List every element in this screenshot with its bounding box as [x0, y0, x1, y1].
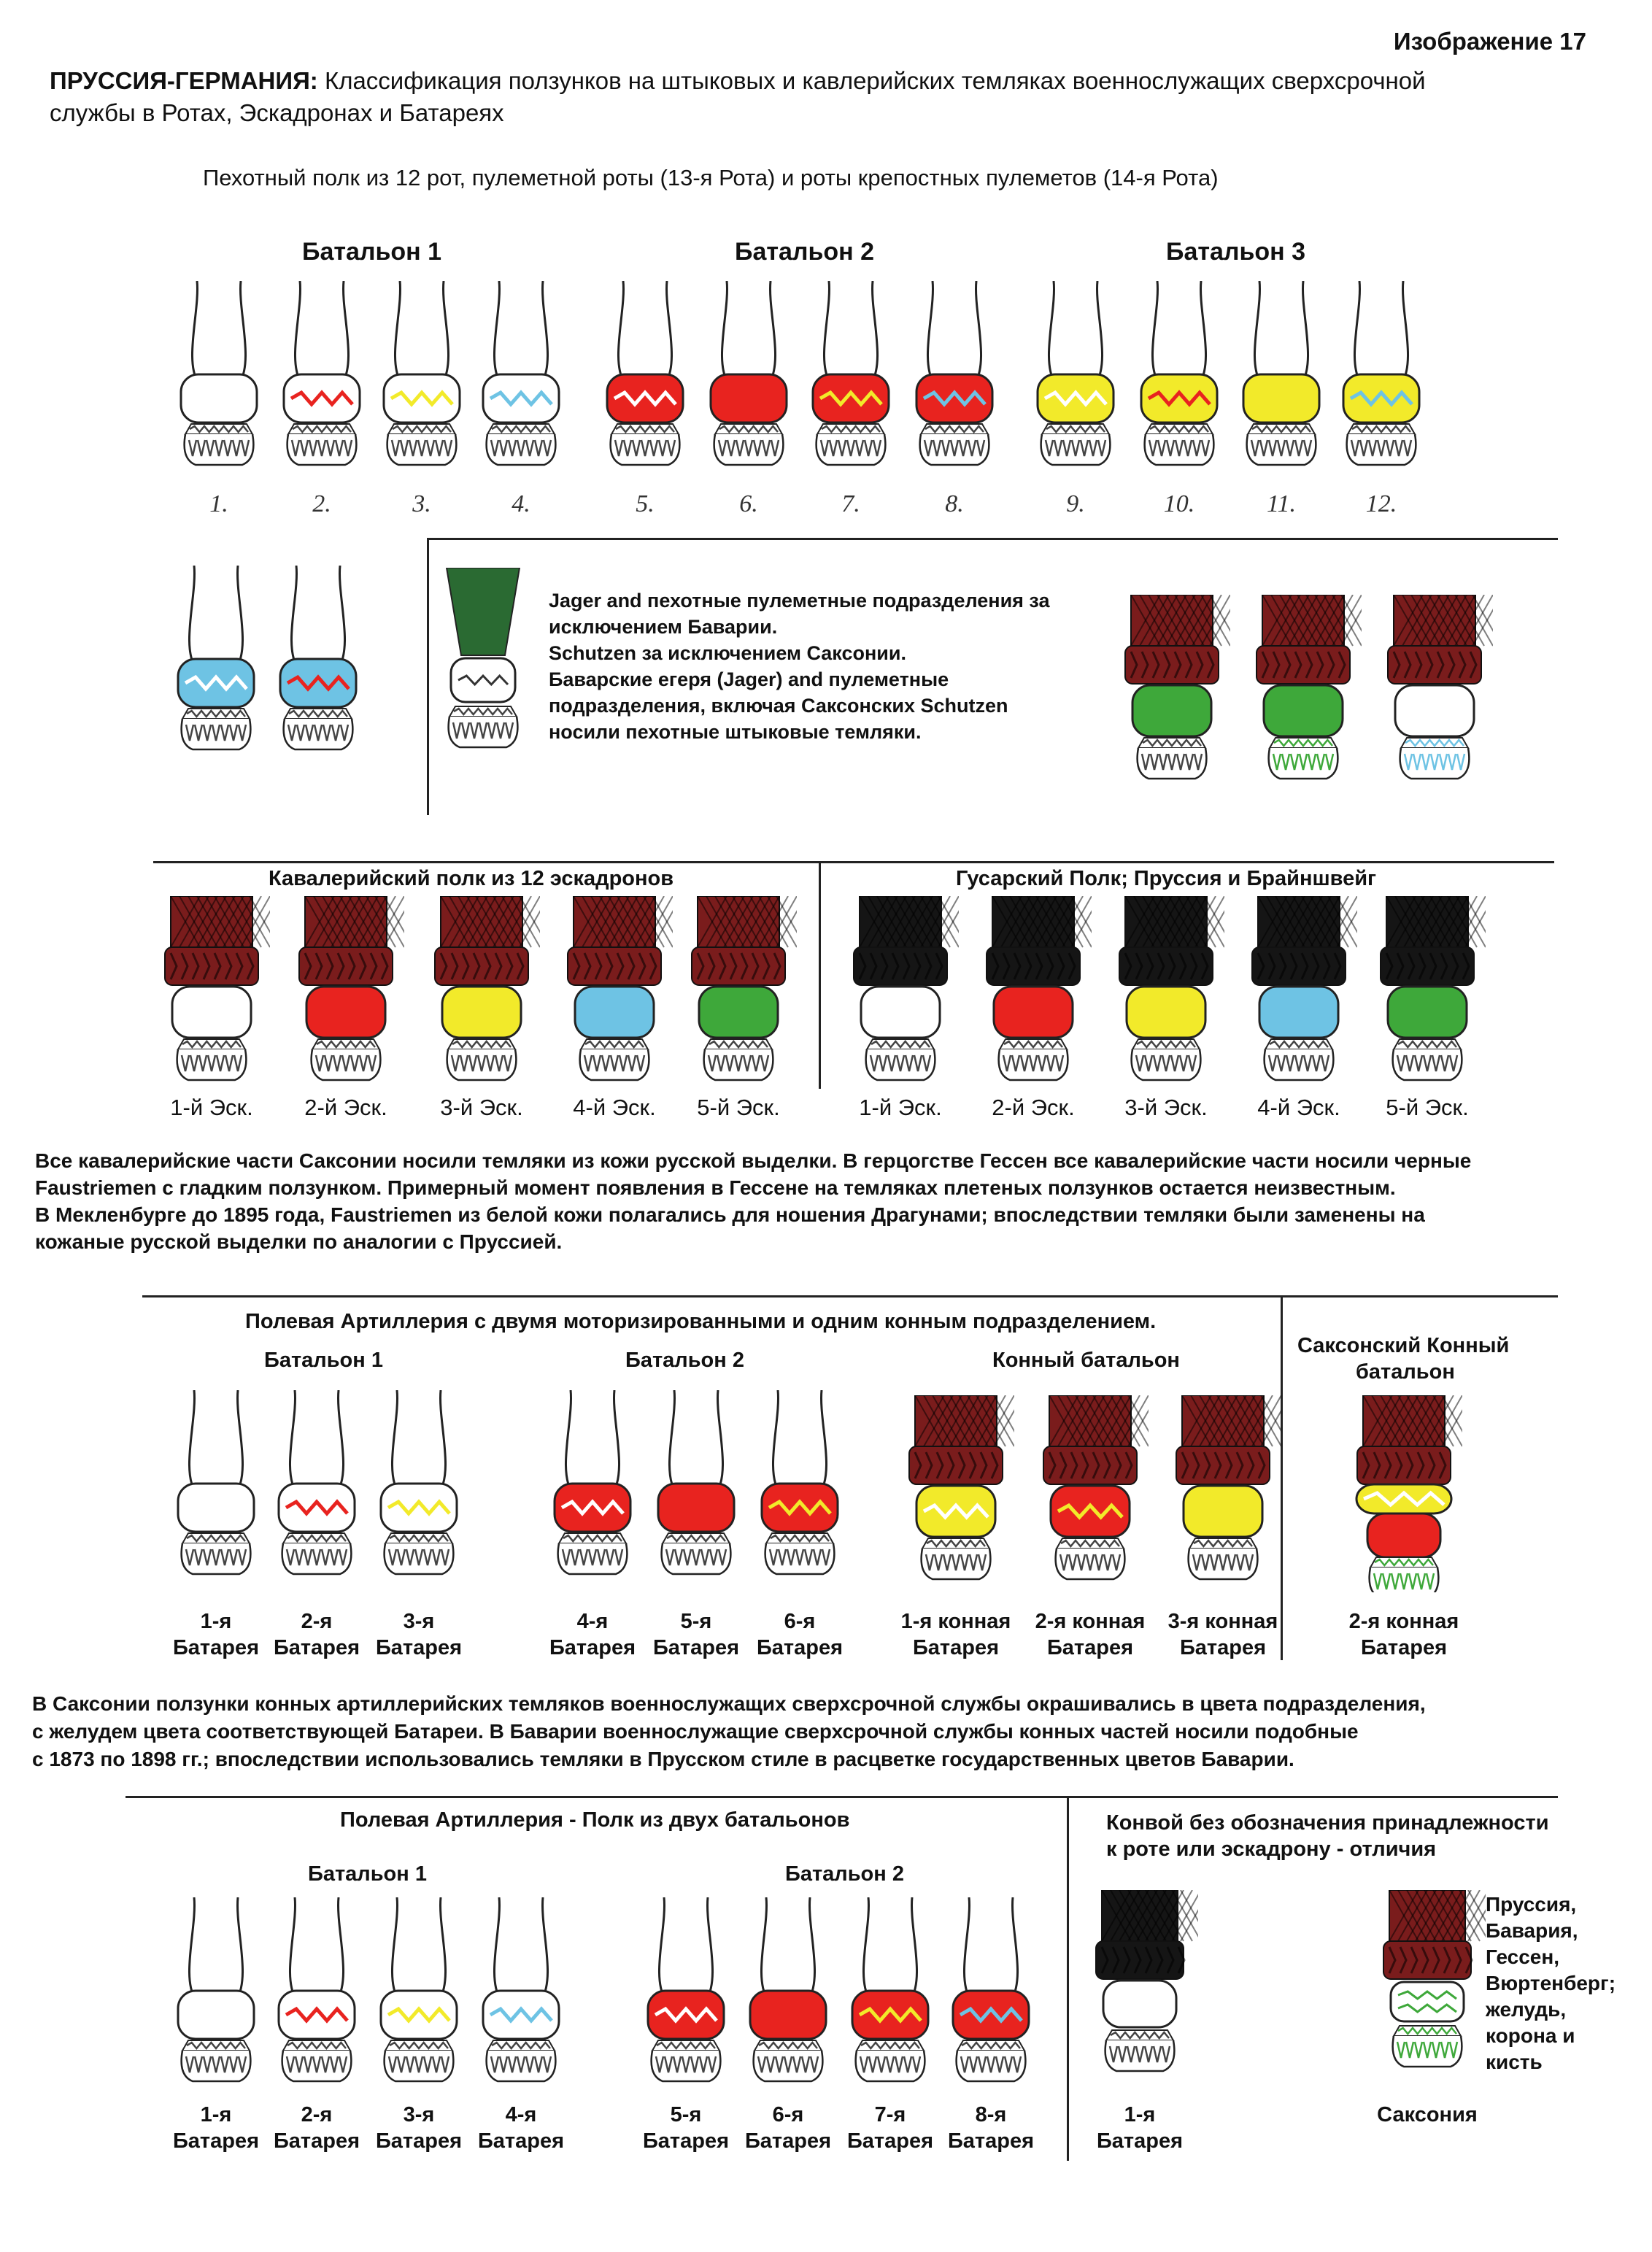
infantry-knot-5 [587, 281, 703, 493]
cavalry-squadron-label: 1-й Эск. [170, 1095, 253, 1120]
jager-note-line: Schutzen за исключением Саксонии. [549, 642, 906, 664]
divider [142, 1295, 1558, 1297]
cavalry-note-line: кожаные русской выделки по аналогии с Пруссией. [35, 1230, 563, 1253]
convoy-states-line: кисть [1486, 2051, 1543, 2073]
cavalry-knot-4 [556, 896, 673, 1093]
fa1-battery-knot-3 [360, 1390, 477, 1602]
divider [427, 538, 1558, 540]
fa1-horse-battalion: Конный батальон [992, 1349, 1180, 1372]
cavalry-knot-1 [153, 896, 270, 1093]
company-number: 12. [1365, 490, 1397, 517]
fa2-battery-knot-4 [463, 1897, 579, 2109]
hussar-squadron-label: 1-й Эск. [859, 1095, 942, 1120]
hussar-knot-3 [1108, 896, 1224, 1093]
company-number: 5. [636, 490, 655, 517]
company-number: 8. [945, 490, 964, 517]
braid-knot-green [1113, 595, 1230, 792]
convoy-battery-label: 1-я Батарея [1096, 2103, 1184, 2153]
jager-note-line: исключением Баварии. [549, 616, 778, 638]
jager-note-line: Баварские егеря (Jager) and пулеметные [549, 668, 949, 690]
company-number: 11. [1267, 490, 1296, 517]
convoy-states-line: корона и [1486, 2024, 1575, 2047]
hussar-squadron-label: 5-й Эск. [1386, 1095, 1469, 1120]
saxon-horse-heading-1: Саксонский Конный [1297, 1334, 1510, 1357]
cavalry-note-line: Все кавалерийские части Саксонии носили темляки из кожи русской выделки. В герцогстве Гессен все кавалерийские части носили черные [35, 1149, 1472, 1172]
battery-label: 2-я конная Батарея [1348, 1610, 1459, 1659]
convoy-black-knot [1081, 1890, 1198, 2102]
infantry-knot-4 [463, 281, 579, 493]
divider [819, 861, 821, 1089]
fa1-battery-knot-2 [258, 1390, 375, 1602]
divider [1067, 1796, 1069, 2161]
convoy-heading-1: Конвой без обозначения принадлежности [1106, 1811, 1549, 1835]
convoy-states-line: Бавария, [1486, 1919, 1578, 1942]
hussar-heading: Гусарский Полк; Пруссия и Брайншвейг [956, 867, 1377, 890]
company-number: 7. [841, 490, 860, 517]
title-line2: службы в Ротах, Эскадронах и Батареях [50, 99, 504, 126]
cavalry-squadron-label: 2-й Эск. [304, 1095, 387, 1120]
cavalry-squadron-label: 4-й Эск. [573, 1095, 656, 1120]
fa2-battalion-2: Батальон 2 [785, 1862, 904, 1886]
braid-knot-green-acorn [1245, 595, 1362, 792]
hussar-squadron-label: 3-й Эск. [1124, 1095, 1208, 1120]
fa1-horse-knot-1 [898, 1395, 1014, 1592]
battalion-1-heading: Батальон 1 [302, 238, 442, 266]
infantry-knot-1 [161, 281, 277, 493]
mg-company-13-knot [158, 566, 274, 777]
convoy-heading-2: к роте или эскадрону - отличия [1106, 1838, 1437, 1861]
battery-label: 3-я Батарея [375, 1610, 463, 1659]
convoy-states-line: Вюртенберг; [1486, 1972, 1616, 1994]
company-number: 3. [412, 490, 431, 517]
battery-label: 7-я Батарея [846, 2103, 934, 2153]
fa1-battery-knot-4 [534, 1390, 651, 1602]
fa2-battery-knot-1 [158, 1897, 274, 2109]
jager-note-line: носили пехотные штыковые темляки. [549, 721, 922, 743]
subtitle: Пехотный полк из 12 рот, пулеметной роты (13-я Рота) и роты крепостных пулеметов (14-я Рота) [203, 165, 1219, 190]
divider [153, 861, 1554, 863]
convoy-saxony-knot [1369, 1890, 1486, 2102]
battery-label: 1-я Батарея [172, 2103, 260, 2153]
battery-label: 4-я Батарея [477, 2103, 565, 2153]
fa1-battery-knot-5 [638, 1390, 754, 1602]
fa1-battery-knot-6 [741, 1390, 858, 1602]
fa1-battalion-1: Батальон 1 [264, 1349, 383, 1372]
infantry-knot-10 [1121, 281, 1238, 493]
cavalry-note-line: В Мекленбурге до 1895 года, Faustriemen из белой кожи полагались для ношения Драгунами; впоследствии темляки были заменены на [35, 1203, 1425, 1226]
cavalry-knot-5 [680, 896, 797, 1093]
fa2-battery-knot-8 [933, 1897, 1049, 2109]
fa2-battery-knot-2 [258, 1897, 375, 2109]
fa2-heading: Полевая Артиллерия - Полк из двух батальонов [340, 1808, 850, 1832]
infantry-knot-7 [792, 281, 909, 493]
divider [427, 538, 429, 815]
saxon-horse-knot [1346, 1395, 1462, 1592]
artillery-note-line: с 1873 по 1898 гг.; впоследствии использовались темляки в Прусском стиле в расцветке государственных цветов Баварии. [32, 1748, 1294, 1770]
hussar-knot-5 [1369, 896, 1486, 1093]
fa2-battery-knot-3 [360, 1897, 477, 2109]
battery-label: 1-я Батарея [172, 1610, 260, 1659]
cavalry-knot-3 [423, 896, 540, 1093]
convoy-states-line: Пруссия, [1486, 1893, 1577, 1916]
convoy-states-line: Гессен, [1486, 1946, 1560, 1968]
hussar-knot-1 [842, 896, 959, 1093]
braid-knot-white-blue [1376, 595, 1493, 792]
infantry-knot-9 [1017, 281, 1134, 493]
battery-label: 2-я Батарея [273, 2103, 360, 2153]
artillery-note-line: В Саксонии ползунки конных артиллерийских темляков военнослужащих сверхсрочной службы окрашивались в цвета подразделения, [32, 1692, 1426, 1715]
jager-knot [432, 568, 549, 772]
battalion-2-heading: Батальон 2 [735, 238, 875, 266]
fa1-battery-knot-1 [158, 1390, 274, 1602]
saxon-horse-heading-2: батальон [1356, 1360, 1455, 1384]
divider [126, 1796, 1558, 1798]
jager-note-line: подразделения, включая Саксонских Schutzen [549, 695, 1008, 717]
fa2-battalion-1: Батальон 1 [308, 1862, 427, 1886]
hussar-knot-4 [1240, 896, 1357, 1093]
battery-label: 2-я конная Батарея [1035, 1610, 1146, 1659]
battery-label: 5-я Батарея [642, 2103, 730, 2153]
fa1-horse-knot-2 [1032, 1395, 1149, 1592]
page-title [50, 67, 1426, 95]
battery-label: 1-я конная Батарея [900, 1610, 1011, 1659]
infantry-knot-6 [690, 281, 807, 493]
fa1-horse-knot-3 [1165, 1395, 1281, 1592]
cavalry-knot-2 [287, 896, 404, 1093]
company-number: 9. [1066, 490, 1085, 517]
artillery-note-line: с желудем цвета соответствующей Батареи. В Баварии военнослужащие сверхсрочной службы конных частей носили подобные [32, 1720, 1359, 1743]
cavalry-squadron-label: 3-й Эск. [440, 1095, 523, 1120]
infantry-knot-11 [1223, 281, 1340, 493]
field-artillery-heading: Полевая Артиллерия с двумя моторизированными и одним конным подразделением. [245, 1310, 1157, 1333]
company-number: 4. [512, 490, 530, 517]
infantry-knot-12 [1323, 281, 1440, 493]
figure-label: Изображение 17 [1393, 28, 1586, 55]
company-number: 2. [312, 490, 331, 517]
battery-label: 6-я Батарея [744, 2103, 832, 2153]
fa2-battery-knot-5 [628, 1897, 744, 2109]
fa1-battalion-2: Батальон 2 [625, 1349, 744, 1372]
cavalry-heading: Кавалерийский полк из 12 эскадронов [269, 867, 674, 890]
cavalry-squadron-label: 5-й Эск. [697, 1095, 780, 1120]
mg-company-14-knot [260, 566, 377, 777]
battery-label: 8-я Батарея [947, 2103, 1035, 2153]
jager-note-line: Jager and пехотные пулеметные подразделения за [549, 590, 1050, 612]
battery-label: 2-я Батарея [273, 1610, 360, 1659]
company-number: 6. [739, 490, 758, 517]
company-number: 1. [209, 490, 228, 517]
battery-label: 3-я конная Батарея [1167, 1610, 1278, 1659]
cavalry-note-line: Faustriemen с гладким ползунком. Примерный момент появления в Гессене на темляках плетеных ползунков остается неизвестным. [35, 1176, 1396, 1199]
battery-label: 4-я Батарея [549, 1610, 636, 1659]
convoy-states-line: желудь, [1486, 1998, 1567, 2021]
title-line1: Классификация ползунков на штыковых и кавлерийских темляках военнослужащих сверхсрочной [317, 67, 1426, 94]
title-bold: ПРУССИЯ-ГЕРМАНИЯ: [50, 67, 318, 94]
hussar-squadron-label: 2-й Эск. [992, 1095, 1075, 1120]
fa2-battery-knot-6 [730, 1897, 846, 2109]
infantry-knot-2 [263, 281, 380, 493]
infantry-knot-8 [896, 281, 1013, 493]
battery-label: 3-я Батарея [375, 2103, 463, 2153]
saxony-label: Саксония [1377, 2103, 1478, 2126]
hussar-squadron-label: 4-й Эск. [1257, 1095, 1340, 1120]
fa2-battery-knot-7 [832, 1897, 949, 2109]
company-number: 10. [1163, 490, 1195, 517]
battalion-3-heading: Батальон 3 [1166, 238, 1306, 266]
battery-label: 5-я Батарея [652, 1610, 740, 1659]
battery-label: 6-я Батарея [756, 1610, 844, 1659]
hussar-knot-2 [975, 896, 1092, 1093]
